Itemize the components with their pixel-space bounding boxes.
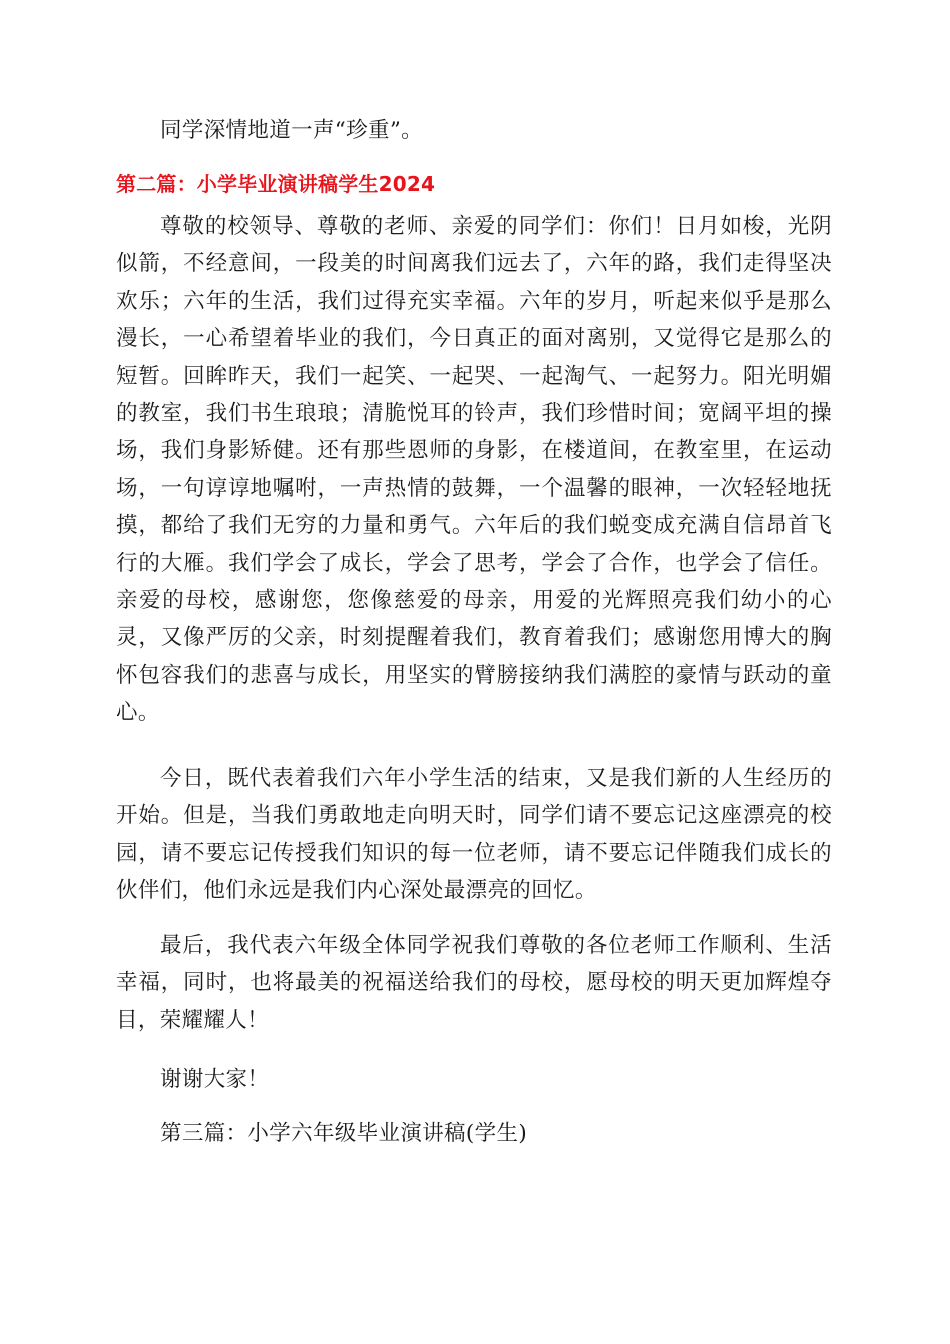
- body-paragraph-2: 今日，既代表着我们六年小学生活的结束，又是我们新的人生经历的开始。但是，当我们勇敢地走向明天时，同学们请不要忘记这座漂亮的校园，请不要忘记传授我们知识的每一位老师，请不要忘记伴随我们成长的伙伴们，他们永远是我们内心深处最漂亮的回忆。: [116, 766, 832, 904]
- continued-paragraph: 同学深情地道一声“珍重”。: [160, 118, 424, 143]
- body-paragraph-3: 最后，我代表六年级全体同学祝我们尊敬的各位老师工作顺利、生活幸福，同时，也将最美的祝福送给我们的母校，愿母校的明天更加辉煌夺目，荣耀耀人！: [116, 933, 832, 1033]
- section-heading: 第二篇：小学毕业演讲稿学生2024: [116, 172, 436, 196]
- body-paragraph-1: 尊敬的校领导、尊敬的老师、亲爱的同学们：你们！日月如梭，光阴似箭，不经意间，一段美的时间离我们远去了，六年的路，我们走得坚决欢乐；六年的生活，我们过得充实幸福。六年的岁月，听起来似乎是那么漫长，一心希望着毕业的我们，今日真正的面对离别，又觉得它是那么的短暂。回眸昨天，我们一起笑、一起哭、一起淘气、一起努力。阳光明媚的教室，我们书生琅琅；清脆悦耳的铃声，我们珍惜时间；宽阔平坦的操场，我们身影矫健。还有那些恩师的身影，在楼道间，在教室里，在运动场，一句谆谆地嘱咐，一声热情的鼓舞，一个温馨的眼神，一次轻轻地抚摸，都给了我们无穷的力量和勇气。六年后的我们蜕变成充满自信昂首飞行的大雁。我们学会了成长，学会了思考，学会了合作，也学会了信任。亲爱的母校，感谢您，您像慈爱的母亲，用爱的光辉照亮我们幼小的心灵，又像严厉的父亲，时刻提醒着我们，教育着我们；感谢您用博大的胸怀包容我们的悲喜与成长，用坚实的臂膀接纳我们满腔的豪情与跃动的童心。: [116, 214, 832, 726]
- thanks-paragraph: 谢谢大家！: [160, 1067, 270, 1092]
- next-section-title: 第三篇：小学六年级毕业演讲稿(学生): [160, 1121, 528, 1146]
